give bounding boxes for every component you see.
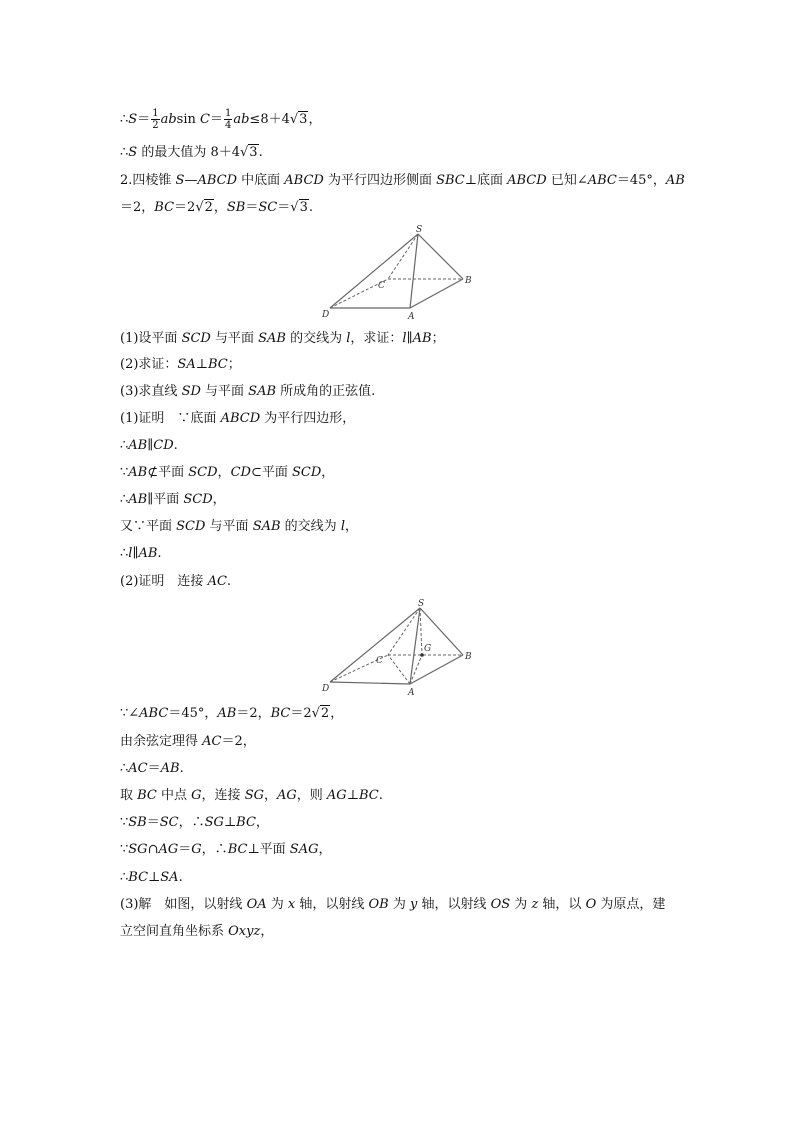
comma: ， <box>321 465 335 480</box>
plane-sag: SAG <box>289 842 319 857</box>
plane-scd: SCD <box>176 519 206 534</box>
question-2 <box>120 356 241 374</box>
ray-oa: OA <box>246 897 267 912</box>
plane-sab: SAB <box>258 331 286 346</box>
text-segment: (2)求证： <box>120 357 178 372</box>
because-symbol: ∵ <box>120 842 129 857</box>
segment-ab: AB <box>665 173 685 188</box>
fraction-denominator: 2 <box>152 120 159 131</box>
text-segment: 中底面 <box>237 173 285 188</box>
text-segment: (2)证明 连接 <box>120 574 208 589</box>
perp-symbol: ⊥ <box>148 870 161 885</box>
text-segment: ∥平面 <box>147 492 184 507</box>
because-angle: ∵∠ <box>120 706 140 721</box>
segment-sc: SC <box>159 815 179 830</box>
edge-sd <box>330 234 418 308</box>
text-segment: ⊥底面 <box>464 173 508 188</box>
segment-ac-hidden <box>388 655 410 684</box>
proof-2-line2 <box>120 705 343 723</box>
parallel-symbol: ∥ <box>132 546 139 561</box>
comma: ， <box>255 815 269 830</box>
therefore-symbol: ∴ <box>120 438 129 453</box>
text-segment: 所成角的正弦值. <box>276 384 376 399</box>
fraction-one-quarter <box>224 108 232 131</box>
comma: ， <box>217 465 231 480</box>
text-segment: 取 <box>120 788 138 803</box>
text-segment: 又∵平面 <box>120 519 177 534</box>
comma: ， <box>308 112 322 127</box>
var-s: S <box>128 145 138 160</box>
because-symbol: ∵ <box>120 465 129 480</box>
label-c: C <box>378 281 385 291</box>
var-s: S <box>128 112 138 127</box>
segment-ag: AG <box>326 788 347 803</box>
axis-y: y <box>409 897 418 912</box>
plane-scd: SCD <box>181 331 211 346</box>
point-g-name: G <box>191 842 202 857</box>
line-l: l <box>402 331 407 346</box>
text-segment: 中点 <box>156 788 192 803</box>
text-segment: ，∴ <box>178 815 205 830</box>
perp-symbol: ⊥ <box>346 788 359 803</box>
angle-value: ＝45°， <box>616 173 666 188</box>
proof-1-line3 <box>120 464 334 482</box>
text-segment: 与平面 <box>210 331 259 346</box>
segment-cd: CD <box>153 438 174 453</box>
intersection-symbol: ∩ <box>147 842 159 857</box>
edge-sa <box>410 234 418 308</box>
text-segment: (3)解 如图，以射线 <box>120 897 247 912</box>
base-name: ABCD <box>220 411 261 426</box>
label-s: S <box>418 599 425 609</box>
segment-sb: SB <box>226 200 246 215</box>
segment-bc: BC <box>236 815 256 830</box>
axis-z: z <box>531 897 539 912</box>
edge-sb <box>418 234 463 279</box>
text-segment: 与平面 <box>200 384 249 399</box>
origin-o: O <box>585 897 597 912</box>
text-segment: 轴，以射线 <box>295 897 369 912</box>
question-3 <box>120 383 375 401</box>
plane-scd: SCD <box>183 492 213 507</box>
radicand: 3 <box>299 112 308 127</box>
text-segment: ＝2 <box>174 200 196 215</box>
text-segment: 由余弦定理得 <box>120 734 203 749</box>
segment-cd: CD <box>230 465 251 480</box>
period: . <box>179 761 184 776</box>
label-d: D <box>322 684 330 694</box>
comma: ， <box>260 924 274 939</box>
segment-bc: BC <box>227 842 248 857</box>
segment-ag: AG <box>158 842 179 857</box>
proof-1-line5 <box>120 518 358 536</box>
period: . <box>226 574 232 589</box>
radicand: 3 <box>249 145 258 160</box>
plane-scd: SCD <box>291 465 322 480</box>
problem-number: 2.四棱锥 <box>120 173 176 188</box>
text-segment: 为 <box>266 897 288 912</box>
line-l: l <box>346 331 351 346</box>
text-segment: 为 <box>388 897 410 912</box>
text-segment: 的交线为 <box>285 331 347 346</box>
segment-sg: SG <box>244 788 264 803</box>
angle-name: ABC <box>139 706 169 721</box>
therefore-symbol: ∴ <box>120 761 129 776</box>
segment-ab: AB <box>128 492 148 507</box>
text-segment: 与平面 <box>205 519 253 534</box>
pyramid-name: S—ABCD <box>175 173 238 188</box>
proof-1-line2 <box>120 437 178 455</box>
equals-sign: ＝ <box>146 815 160 830</box>
ray-ob: OB <box>368 897 389 912</box>
equals-sign: ＝ <box>277 200 291 215</box>
label-b: B <box>465 652 472 662</box>
segment-sa: SA <box>160 870 179 885</box>
segment-ag: AG <box>277 788 297 803</box>
equals-sign: ＝ <box>137 112 151 127</box>
period: . <box>308 200 313 215</box>
angle-value: ＝45°， <box>168 706 218 721</box>
proof-2-line3 <box>120 733 256 751</box>
text-segment: ，∴ <box>201 842 228 857</box>
period: . <box>173 438 178 453</box>
text-segment: ，则 <box>296 788 327 803</box>
radicand: 2 <box>204 200 213 215</box>
equals-sign: ＝ <box>209 112 223 127</box>
proof-1-line4 <box>120 491 226 509</box>
segment-ac: AC <box>202 734 222 749</box>
radicand: 3 <box>299 200 308 215</box>
text-segment: 轴，以 <box>538 897 586 912</box>
base-name: ABCD <box>507 173 547 188</box>
therefore-symbol: ∴ <box>120 870 129 885</box>
fraction-numerator: 1 <box>152 108 159 119</box>
pyramid-figure-1 <box>320 224 480 320</box>
plane-scd: SCD <box>188 465 218 480</box>
sqrt-three: √3 <box>289 112 308 127</box>
fraction-denominator: 4 <box>224 120 232 131</box>
edge-da <box>330 682 410 684</box>
comma: ， <box>263 788 277 803</box>
sqrt-two: √2 <box>195 200 213 215</box>
parallel-symbol: ∥ <box>406 331 413 346</box>
segment-sg: SG <box>128 842 148 857</box>
plane-sab: SAB <box>248 384 277 399</box>
proof-2-line7 <box>120 841 332 859</box>
segment-ab: AB <box>412 331 432 346</box>
therefore-symbol: ∴ <box>120 145 129 160</box>
comma: ， <box>212 492 226 507</box>
label-b: B <box>465 276 472 286</box>
segment-ab: AB <box>160 761 180 776</box>
label-g: G <box>424 644 432 654</box>
equals-sign: ＝ <box>178 842 192 857</box>
label-d: D <box>322 310 330 320</box>
period: . <box>178 870 183 885</box>
text-segment: 立空间直角坐标系 <box>120 924 229 939</box>
sqrt-three: √3 <box>290 200 308 215</box>
text-segment: 为平行四边形侧面 <box>323 173 437 188</box>
var-ab: ab <box>233 112 250 127</box>
text-segment: 为原点，建 <box>596 897 666 912</box>
text-segment: ，求证： <box>350 331 403 346</box>
label-a: A <box>408 312 415 320</box>
segment-bc: BC <box>207 357 228 372</box>
line-l: l <box>128 546 133 561</box>
segment-sa: SA <box>177 357 196 372</box>
proof-2-line5 <box>120 787 383 805</box>
text-segment: ＝2 <box>290 706 312 721</box>
parallel-symbol: ∥ <box>147 438 154 453</box>
text-segment: 为 <box>510 897 532 912</box>
proof-1-line1 <box>120 410 355 428</box>
therefore-symbol: ∴ <box>120 492 129 507</box>
segment-sb: SB <box>128 815 147 830</box>
sqrt-two: √2 <box>311 706 330 721</box>
segment-sc: SC <box>258 200 278 215</box>
comma: ， <box>344 519 358 534</box>
sin-text: sin <box>176 112 200 127</box>
text-segment: ⊂平面 <box>250 465 292 480</box>
edge-ab <box>410 655 463 684</box>
label-c: C <box>376 656 383 666</box>
text-segment: (1)证明 ∵底面 <box>120 411 221 426</box>
edge-sd <box>330 608 420 682</box>
edge-ab <box>410 279 463 308</box>
plane-sab: SAB <box>252 519 281 534</box>
point-g-name: G <box>191 788 202 803</box>
line-l: l <box>340 519 345 534</box>
segment-ab: AB <box>128 438 148 453</box>
text-segment: (3)求直线 <box>120 384 182 399</box>
text-segment: ⊄平面 <box>147 465 189 480</box>
segment-ab: AB <box>217 706 237 721</box>
proof-2-line1 <box>120 573 231 591</box>
perp-symbol: ⊥ <box>195 357 208 372</box>
equals-sign: ＝ <box>147 761 161 776</box>
segment-ac: AC <box>207 574 227 589</box>
comma: ， <box>318 842 332 857</box>
proof-2-line8 <box>120 869 183 887</box>
question-1 <box>120 330 445 348</box>
therefore-symbol: ∴ <box>120 112 129 127</box>
text-segment: 已知∠ <box>546 173 588 188</box>
radicand: 2 <box>320 706 330 721</box>
text-segment: ，连接 <box>201 788 245 803</box>
sqrt-three: √3 <box>240 145 258 160</box>
max-value-line <box>120 144 263 162</box>
proof-1-line6 <box>120 545 162 563</box>
period: . <box>258 145 263 160</box>
segment-bc: BC <box>128 870 149 885</box>
angle-name: ABC <box>587 173 617 188</box>
solution-3-line2 <box>120 923 273 941</box>
segment-ac: AC <box>128 761 148 776</box>
var-c: C <box>200 112 210 127</box>
proof-2-line6 <box>120 814 269 832</box>
text-segment: 的交线为 <box>280 519 341 534</box>
area-formula-line <box>120 108 321 131</box>
fraction-one-half <box>151 108 159 131</box>
axis-x: x <box>287 897 296 912</box>
comma: ， <box>213 200 227 215</box>
because-symbol: ∵ <box>120 815 129 830</box>
proof-2-line4 <box>120 760 184 778</box>
text-segment: 为平行四边形， <box>260 411 356 426</box>
segment-sg-hidden <box>420 608 422 655</box>
segment-ab: AB <box>138 546 158 561</box>
segment-ab: AB <box>128 465 148 480</box>
perp-symbol: ⊥ <box>223 815 237 830</box>
pyramid-figure-2 <box>320 598 480 696</box>
fraction-numerator: 1 <box>224 108 232 119</box>
segment-sd: SD <box>181 384 201 399</box>
text-segment: ＝2， <box>120 200 155 215</box>
base-name: ABCD <box>284 173 324 188</box>
ray-os: OS <box>490 897 511 912</box>
segment-sg: SG <box>204 815 224 830</box>
segment-bc: BC <box>154 200 175 215</box>
var-ab: ab <box>160 112 177 127</box>
period: . <box>157 546 162 561</box>
max-value-text: 的最大值为 8＋4 <box>137 145 240 160</box>
problem-statement-line2 <box>120 199 313 217</box>
label-a: A <box>408 688 415 696</box>
text-segment: ＝2， <box>221 734 256 749</box>
therefore-symbol: ∴ <box>120 546 129 561</box>
segment-bc: BC <box>358 788 379 803</box>
text-segment: 轴，以射线 <box>417 897 491 912</box>
comma: ， <box>330 706 344 721</box>
text-segment: ⊥平面 <box>247 842 290 857</box>
inequality-text: ≤8＋4 <box>249 112 290 127</box>
period: . <box>378 788 383 803</box>
semicolon: ； <box>227 357 241 372</box>
segment-bc: BC <box>137 788 157 803</box>
solution-3-line1 <box>120 896 665 914</box>
face-name: SBC <box>436 173 465 188</box>
equals-sign: ＝ <box>245 200 259 215</box>
label-s: S <box>416 225 423 235</box>
segment-bc: BC <box>270 706 291 721</box>
semicolon: ； <box>431 331 445 346</box>
text-segment: (1)设平面 <box>120 331 182 346</box>
coordinate-system: Oxyz <box>228 924 261 939</box>
problem-statement-line1 <box>120 172 685 190</box>
text-segment: ＝2， <box>236 706 271 721</box>
